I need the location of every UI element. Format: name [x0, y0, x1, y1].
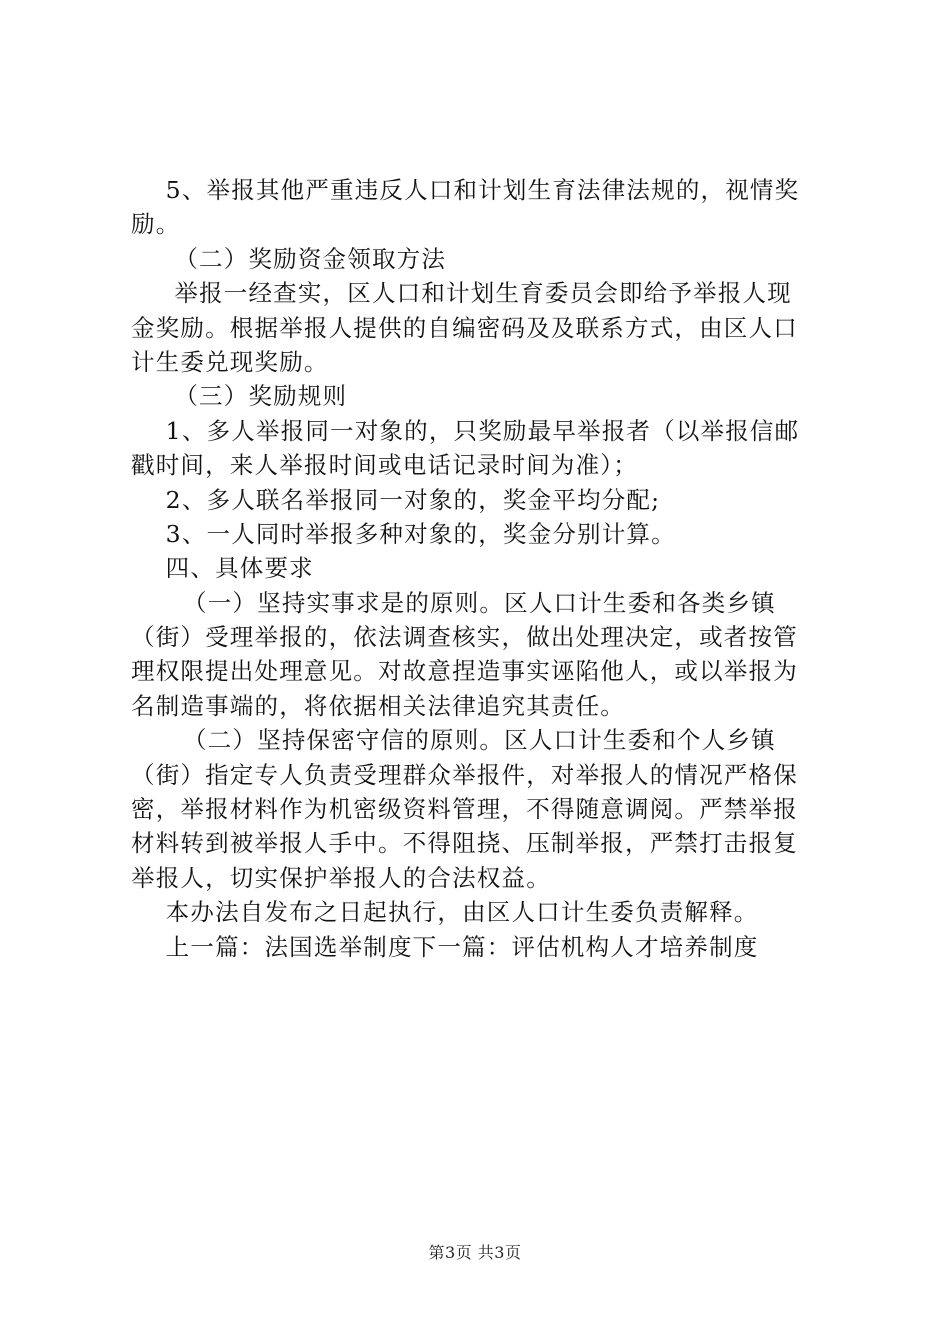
paragraph-line: 密，举报材料作为机密级资料管理，不得随意调阅。严禁举报 [131, 795, 798, 824]
paragraph-line: 1、多人举报同一对象的，只奖励最早举报者（以举报信邮 [131, 416, 800, 445]
section-heading: （三）奖励规则 [131, 382, 348, 411]
paragraph-line: 3、一人同时举报多种对象的，奖金分别计算。 [131, 519, 676, 548]
paragraph-line: （二）坚持保密守信的原则。区人口计生委和个人乡镇 [131, 726, 776, 755]
paragraph-line: 名制造事端的，将依据相关法律追究其责任。 [131, 691, 625, 720]
paragraph-line: 举报一经查实，区人口和计划生育委员会即给予举报人现 [131, 279, 792, 308]
paragraph-line: 5、举报其他严重违反人口和计划生育法律法规的，视情奖 [131, 176, 800, 204]
paragraph-line: （一）坚持实事求是的原则。区人口计生委和各类乡镇 [131, 588, 776, 617]
paragraph-line: 本办法自发布之日起执行，由区人口计生委负责解释。 [131, 898, 759, 927]
paragraph-line: 举报人，切实保护举报人的合法权益。 [131, 863, 551, 892]
paragraph-line: （街）受理举报的，依法调查核实，做出处理决定，或者按管 [131, 623, 798, 652]
navigation-links-line: 上一篇：法国选举制度下一篇：评估机构人才培养制度 [131, 932, 759, 961]
paragraph-line: 金奖励。根据举报人提供的自编密码及及联系方式，由区人口 [131, 313, 798, 342]
section-heading: 四、具体要求 [131, 554, 314, 583]
paragraph-line: 材料转到被举报人手中。不得阻挠、压制举报，严禁打击报复 [131, 829, 798, 858]
paragraph-line: 理权限提出处理意见。对故意捏造事实诬陷他人，或以举报为 [131, 657, 798, 686]
paragraph-line: 戳时间，来人举报时间或电话记录时间为准）； [131, 451, 638, 480]
paragraph-line: 计生委兑现奖励。 [131, 347, 329, 376]
page-number-footer: 第3页 共3页 [428, 1243, 522, 1262]
paragraph-line: （街）指定专人负责受理群众举报件，对举报人的情况严格保 [131, 760, 798, 789]
paragraph-line: 励。 [131, 210, 181, 239]
document-body [131, 173, 831, 964]
section-heading: （二）奖励资金领取方法 [131, 244, 447, 273]
paragraph-line: 2、多人联名举报同一对象的，奖金平均分配; [131, 485, 661, 514]
